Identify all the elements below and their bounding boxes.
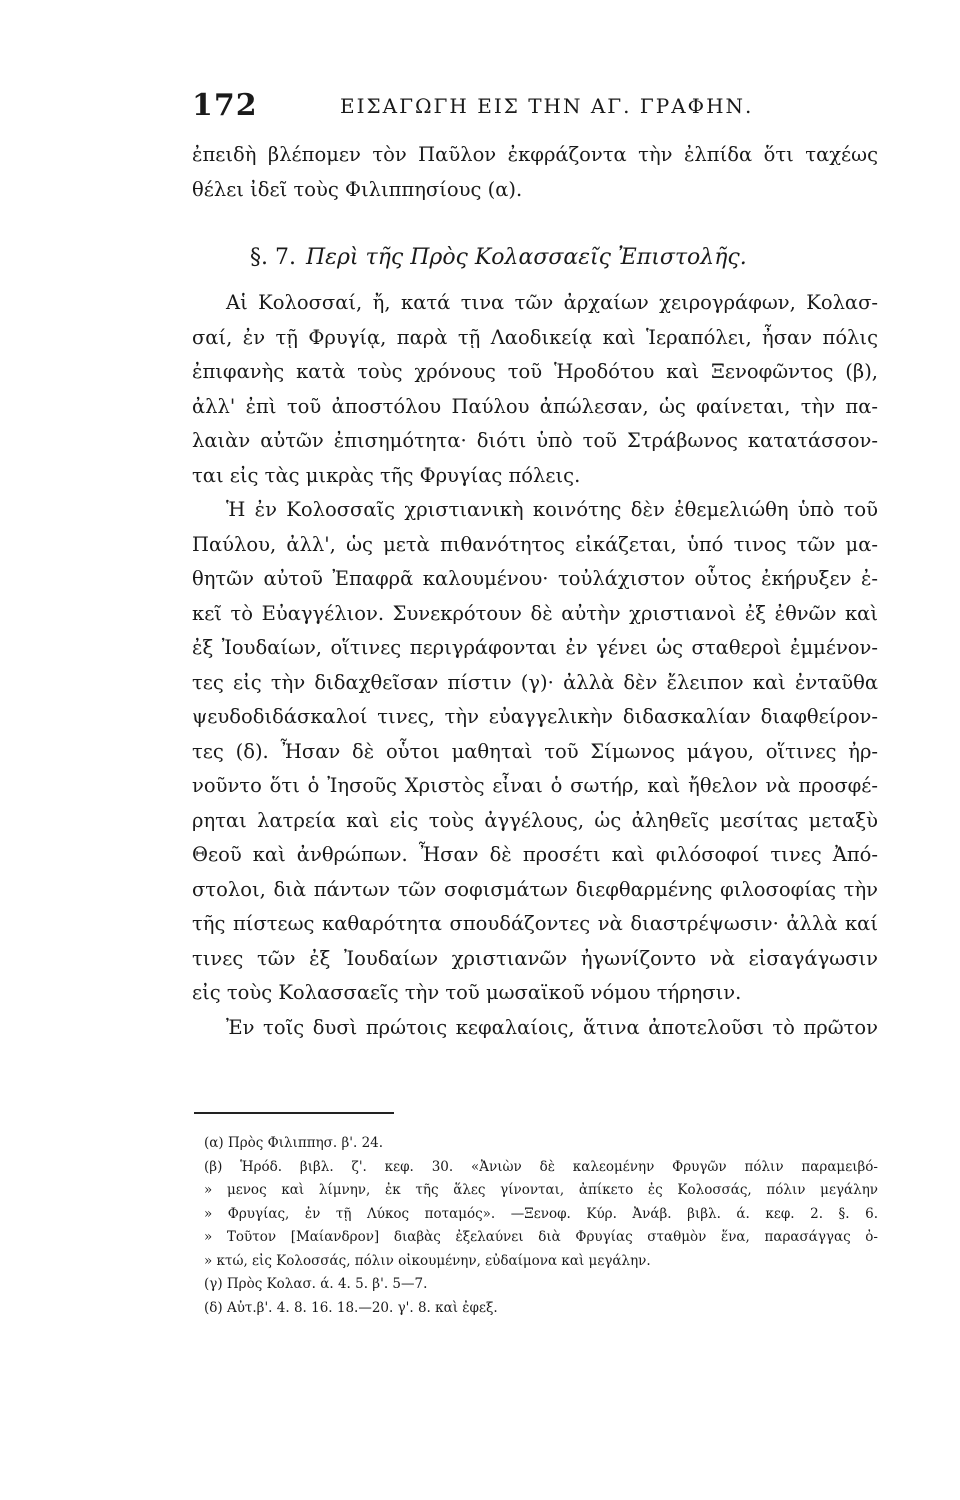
- footnote-line: (α) Πρὸς Φιλιππησ. β'. 24.: [204, 1135, 384, 1151]
- text-line: Αἱ Κολοσσαί, ἤ, κατά τινα τῶν ἀρχαίων χειρογράφων, Κολασ-: [226, 291, 878, 314]
- text-line: κεῖ τὸ Εὐαγγέλιον. Συνεκρότουν δὲ αὐτὴν χριστιανοὶ ἐξ ἐθνῶν καὶ: [192, 601, 878, 625]
- text-line: Παύλου, ἀλλ', ὡς μετὰ πιθανότητος εἰκάζεται, ὑπό τινος τῶν μα-: [192, 532, 878, 556]
- running-title: ΕΙΣΑΓΩΓΗ ΕΙΣ ΤΗΝ ΑΓ. ΓΡΑΦΗΝ.: [340, 94, 754, 118]
- footnote-line: (γ) Πρὸς Κολασ. ά. 4. 5. β'. 5—7.: [204, 1276, 428, 1292]
- footnote-line: (δ) Αὐτ.β'. 4. 8. 16. 18.—20. γ'. 8. καὶ ἐφεξ.: [204, 1299, 498, 1316]
- text-line: σαί, ἐν τῇ Φρυγίᾳ, παρὰ τῇ Λαοδικείᾳ καὶ Ἱεραπόλει, ἦσαν πόλις: [192, 325, 878, 349]
- text-line: τινες τῶν ἐξ Ἰουδαίων χριστιανῶν ἠγωνίζοντο νὰ εἰσαγάγωσιν: [192, 946, 878, 970]
- text-line: εἰς τοὺς Κολασσαεῖς τὴν τοῦ μωσαϊκοῦ νόμου τήρησιν.: [192, 981, 742, 1004]
- page-number: 172: [192, 88, 258, 123]
- text-line: Ἡ ἐν Κολοσσαῖς χριστιανικὴ κοινότης δὲν ἐθεμελιώθη ὑπὸ τοῦ: [226, 498, 878, 521]
- footnote-rule: [194, 1112, 394, 1114]
- text-line: νοῦντο ὅτι ὁ Ἰησοῦς Χριστὸς εἶναι ὁ σωτήρ, καὶ ἤθελον νὰ προσφέ-: [192, 774, 878, 797]
- text-line: ψευδοδιδάσκαλοί τινες, τὴν εὐαγγελικὴν διδασκαλίαν διαφθείρον-: [192, 705, 878, 728]
- section-title: Περὶ τῆς Πρὸς Κολασσαεῖς Ἐπιστολῆς.: [305, 245, 747, 270]
- page-header: [192, 88, 880, 128]
- text-line: θητῶν αὐτοῦ Ἐπαφρᾶ καλουμένου· τοὐλάχιστον οὗτος ἐκήρυξεν ἐ-: [192, 567, 878, 590]
- footnote-line: (β) Ἡρόδ. βιβλ. ζ'. κεφ. 30. «Ἀνιὼν δὲ καλεομένην Φρυγῶν πόλιν παραμειβό-: [204, 1158, 878, 1175]
- text-line: θέλει ἰδεῖ τοὺς Φιλιππησίους (α).: [192, 177, 523, 201]
- paragraph-2: [192, 493, 878, 1011]
- text-line: ἐξ Ἰουδαίων, οἵτινες περιγράφονται ἐν γένει ὡς σταθεροὶ ἐμμένον-: [192, 636, 878, 659]
- text-line: ἐπιφανὴς κατὰ τοὺς χρόνους τοῦ Ἡροδότου καὶ Ξενοφῶντος (β),: [192, 360, 878, 383]
- text-line: στολοι, διὰ πάντων τῶν σοφισμάτων διεφθαρμένης φιλοσοφίας τὴν: [192, 877, 878, 901]
- paragraph-1: [192, 286, 878, 493]
- text-line: λαιὰν αὐτῶν ἐπισημότητα· διότι ὑπὸ τοῦ Στράβωνος κατατάσσον-: [192, 429, 878, 452]
- text-line: Θεοῦ καὶ ἀνθρώπων. Ἦσαν δὲ προσέτι καὶ φιλόσοφοί τινες Ἀπό-: [192, 843, 878, 866]
- text-line: ται εἰς τὰς μικρὰς τῆς Φρυγίας πόλεις.: [192, 463, 581, 487]
- footnote-line: » κτώ, εἰς Κολοσσάς, πόλιν οἰκουμένην, εὐδαίμονα καὶ μεγάλην.: [204, 1252, 651, 1269]
- text-line: ρηται λατρεία καὶ εἰς τοὺς ἀγγέλους, ὡς ἀληθεῖς μεσίτας μεταξὺ: [192, 808, 878, 832]
- footnotes: [204, 1132, 878, 1320]
- text-line: ἀλλ' ἐπὶ τοῦ ἀποστόλου Παύλου ἀπώλεσαν, ὡς φαίνεται, τὴν πα-: [192, 394, 878, 418]
- text-line: τες εἰς τὴν διδαχθεῖσαν πίστιν (γ)· ἀλλὰ δὲν ἔλειπον καὶ ἐνταῦθα: [192, 670, 878, 694]
- section-heading: [192, 236, 878, 280]
- section-number: §. 7.: [250, 245, 296, 270]
- text-line: ἐπειδὴ βλέπομεν τὸν Παῦλον ἐκφράζοντα τὴν ἐλπίδα ὅτι ταχέως: [192, 143, 878, 166]
- text-line: τες (δ). Ἦσαν δὲ οὗτοι μαθηταὶ τοῦ Σίμωνος μάγου, οἵτινες ἠρ-: [192, 739, 878, 763]
- body-text: [192, 138, 878, 1045]
- text-line: Ἐν τοῖς δυσὶ πρώτοις κεφαλαίοις, ἅτινα ἀποτελοῦσι τὸ πρῶτον: [226, 1015, 878, 1039]
- footnote-line: » μενος καὶ λίμνην, ἐκ τῆς ἅλες γίνονται, ἀπίκετο ἐς Κολοσσάς, πόλιν μεγάλην: [204, 1182, 878, 1198]
- text-line: τῆς πίστεως καθαρότητα σπουδάζοντες νὰ διαστρέψωσιν· ἀλλὰ καί: [192, 912, 878, 935]
- paragraph-3: [192, 1011, 878, 1046]
- footnote-line: » Φρυγίας, ἐν τῇ Λύκος ποταμός». —Ξενοφ. Κύρ. Ἀνάβ. βιβλ. ά. κεφ. 2. §. 6.: [204, 1205, 878, 1222]
- footnote-line: » Τοῦτον [Μαίανδρον] διαβὰς ἐξελαύνει διὰ Φρυγίας σταθμὸν ἕνα, παρασάγγας ὀ-: [204, 1229, 878, 1245]
